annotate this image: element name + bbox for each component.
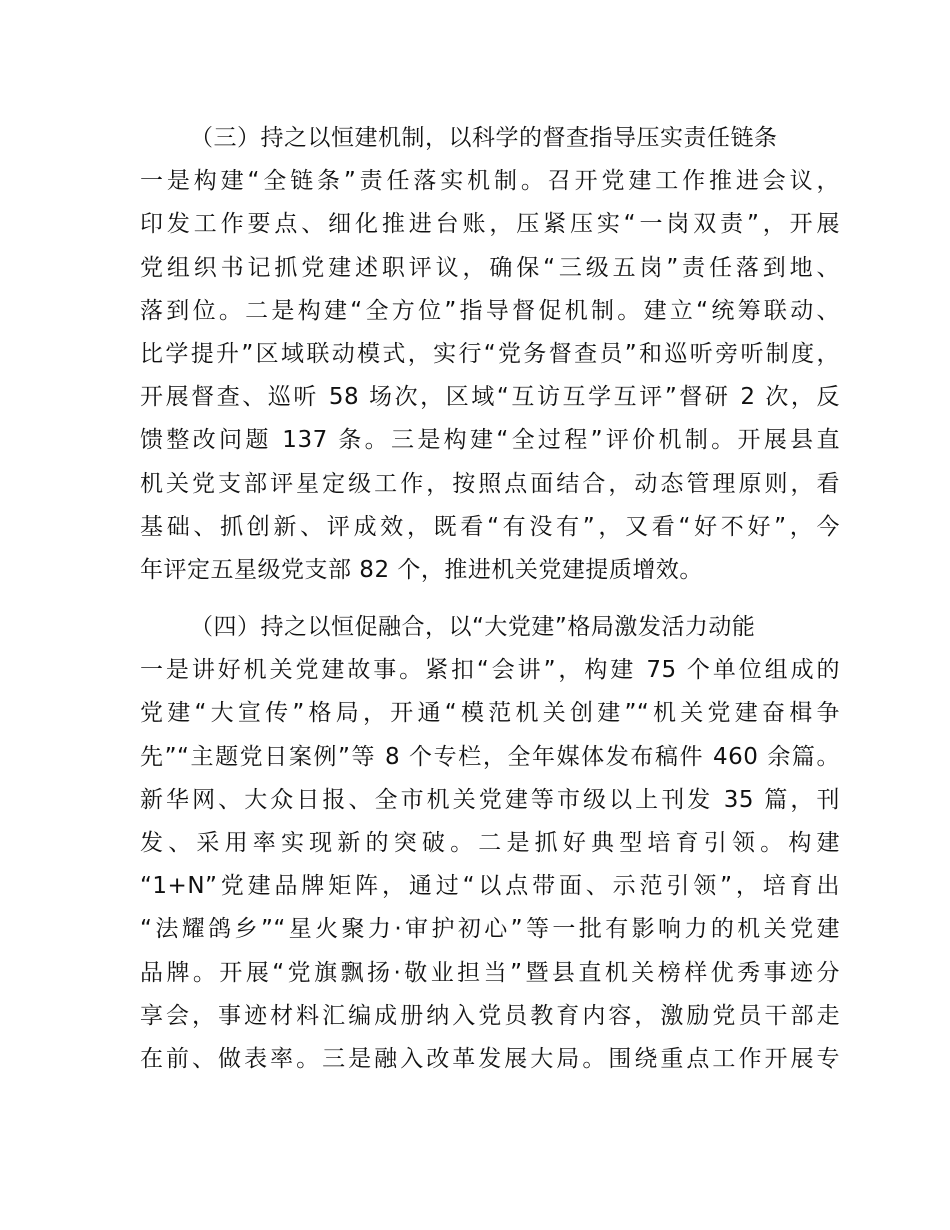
body-line: 年评定五星级党支部 82 个，推进机关党建提质增效。 <box>140 556 703 583</box>
body-line: “法耀鸽乡”“星火聚力·审护初心”等一批有影响力的机关党建 <box>140 916 840 943</box>
body-line: 馈整改问题 137 条。三是构建“全过程”评价机制。开展县直 <box>140 427 840 454</box>
body-line: “1+N”党建品牌矩阵，通过“以点带面、示范引领”，培育出 <box>140 873 840 900</box>
body-line: 比学提升”区域联动模式，实行“党务督查员”和巡听旁听制度， <box>140 340 840 367</box>
section-four <box>140 606 840 1081</box>
body-line: 一是构建“全链条”责任落实机制。召开党建工作推进会议， <box>140 168 840 195</box>
body-line: 党组织书记抓党建述职评议，确保“三级五岗”责任落到地、 <box>140 254 840 281</box>
body-line: 印发工作要点、细化推进台账，压紧压实“一岗双责”，开展 <box>140 211 840 238</box>
section-three-heading: （三）持之以恒建机制，以科学的督查指导压实责任链条 <box>190 125 778 151</box>
section-four-heading: （四）持之以恒促融合，以“大党建”格局激发活力动能 <box>190 614 756 640</box>
body-line: 新华网、大众日报、全市机关党建等市级以上刊发 35 篇，刊 <box>140 786 840 813</box>
body-line: 开展督查、巡听 58 场次，区域“互访互学互评”督研 2 次，反 <box>140 384 840 411</box>
body-line: 落到位。二是构建“全方位”指导督促机制。建立“统筹联动、 <box>140 297 840 324</box>
body-line: 基础、抓创新、评成效，既看“有没有”，又看“好不好”，今 <box>140 513 840 540</box>
body-line: 党建“大宣传”格局，开通“模范机关创建”“机关党建奋楫争 <box>140 700 840 727</box>
body-line: 发、采用率实现新的突破。二是抓好典型培育引领。构建 <box>140 829 840 856</box>
body-line: 先”“主题党日案例”等 8 个专栏，全年媒体发布稿件 460 余篇。 <box>140 743 840 770</box>
body-line: 享会，事迹材料汇编成册纳入党员教育内容，激励党员干部走 <box>140 1002 840 1029</box>
body-line: 在前、做表率。三是融入改革发展大局。围绕重点工作开展专 <box>140 1045 840 1072</box>
body-line: 机关党支部评星定级工作，按照点面结合，动态管理原则，看 <box>140 470 840 497</box>
section-three <box>140 117 840 592</box>
body-line: 品牌。开展“党旗飘扬·敬业担当”暨县直机关榜样优秀事迹分 <box>140 959 840 986</box>
body-line: 一是讲好机关党建故事。紧扣“会讲”，构建 75 个单位组成的 <box>140 657 840 684</box>
